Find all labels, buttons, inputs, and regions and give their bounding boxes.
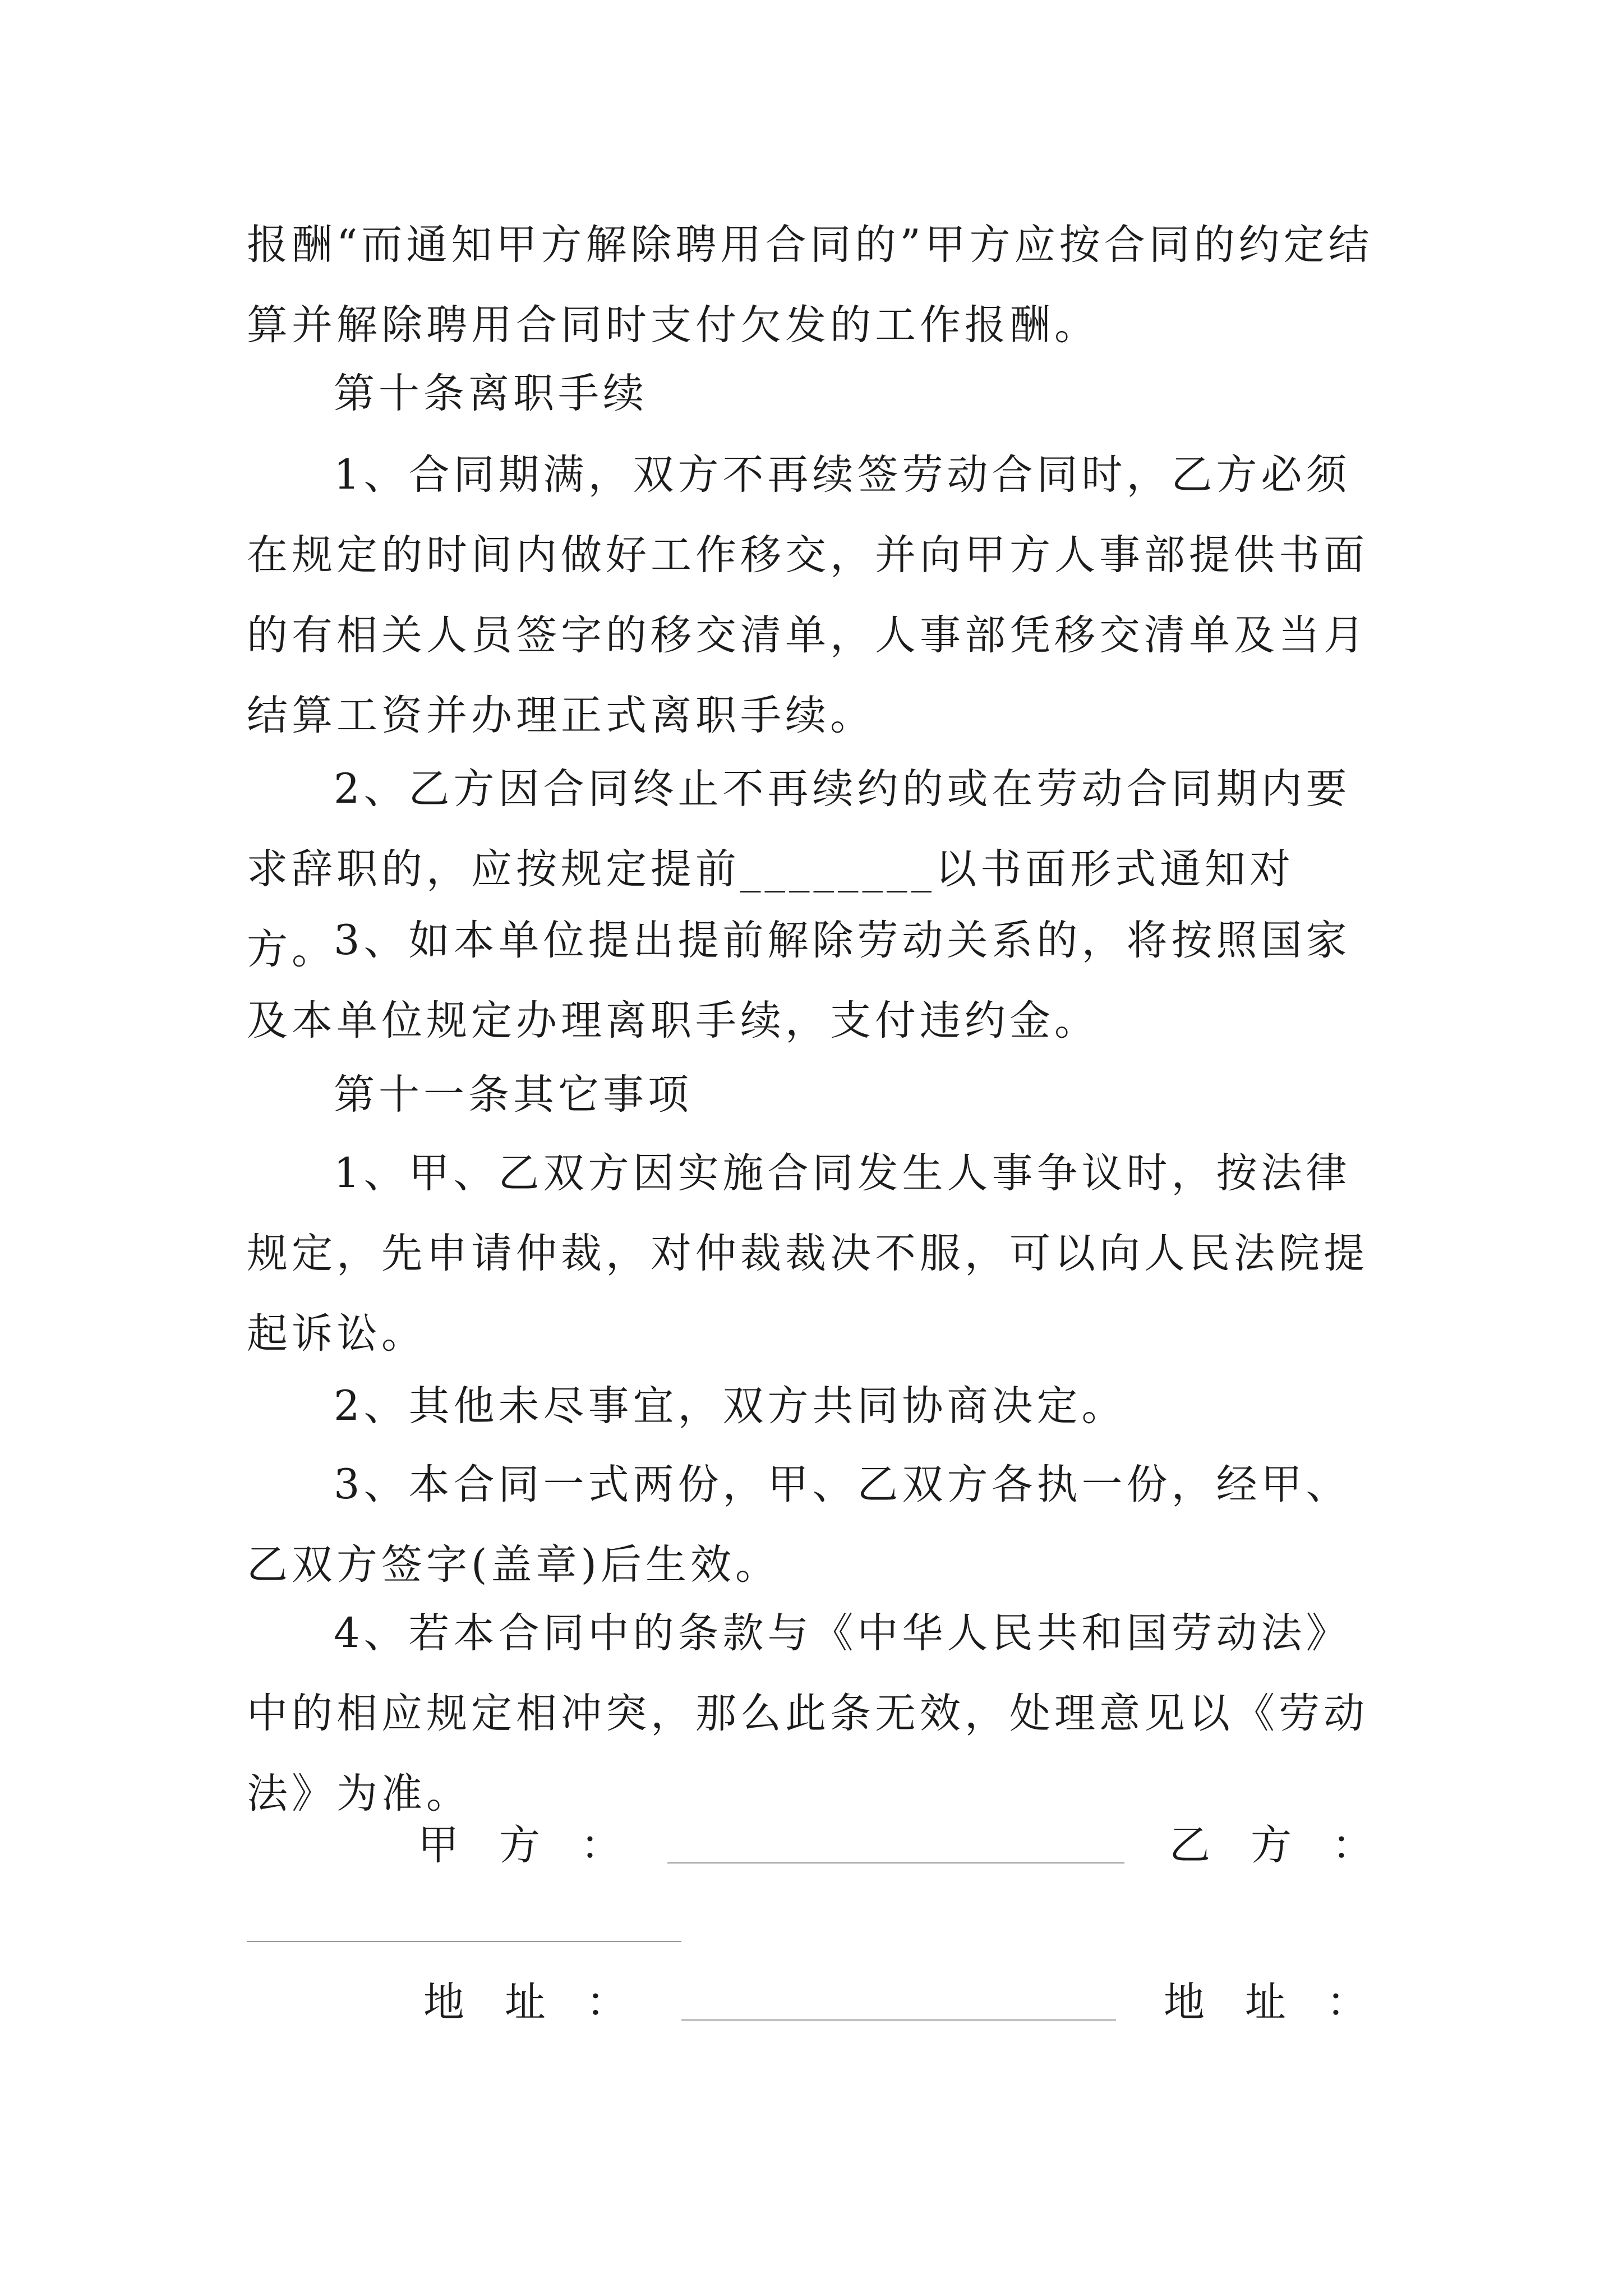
paragraph-clause-11-1: 1、甲、乙双方因实施合同发生人事争议时，按法律规定，先申请仲裁，对仲裁裁决不服，可以向人民法院提起诉讼。: [247, 1149, 1368, 1358]
section-heading-article-10: 第十条离职手续: [334, 370, 648, 417]
paragraph-clause-11-2: 2、其他未尽事宜，双方共同协商决定。: [334, 1382, 1127, 1430]
party-b-label: 乙方：: [1169, 1821, 1413, 1869]
address-b-label: 地址：: [1164, 1978, 1408, 2026]
address-a-label: 地址：: [423, 1978, 667, 2026]
paragraph-clause-10-1: 1、合同期满，双方不再续签劳动合同时，乙方必须在规定的时间内做好工作移交，并向甲方人事部提供书面的有相关人员签字的移交清单，人事部凭移交清单及当月结算工资并办理正式离职手续。: [247, 451, 1368, 739]
paragraph-clause-10-3: 3、如本单位提出提前解除劳动关系的，将按照国家及本单位规定办理离职手续，支付违约金。: [247, 917, 1351, 1045]
party-a-signature-line: [667, 1862, 1124, 1864]
section-heading-article-11: 第十一条其它事项: [334, 1071, 693, 1119]
address-a-line: [681, 2019, 1116, 2021]
party-a-label: 甲方：: [418, 1821, 662, 1869]
paragraph-continuation: 报酬“而通知甲方解除聘用合同的”甲方应按合同的约定结算并解除聘用合同时支付欠发的工作报酬。: [247, 221, 1373, 349]
paragraph-clause-11-4: 4、若本合同中的条款与《中华人民共和国劳动法》中的相应规定相冲突，那么此条无效，处理意见以《劳动法》为准。: [247, 1609, 1368, 1818]
party-b-signature-line: [247, 1941, 681, 1942]
paragraph-clause-10-2: 2、乙方因合同终止不再续约的或在劳动合同期内要求辞职的，应按规定提前________以书面形式通知对方。: [247, 765, 1351, 973]
paragraph-clause-11-3: 3、本合同一式两份，甲、乙双方各执一份，经甲、乙双方签字(盖章)后生效。: [247, 1461, 1351, 1589]
